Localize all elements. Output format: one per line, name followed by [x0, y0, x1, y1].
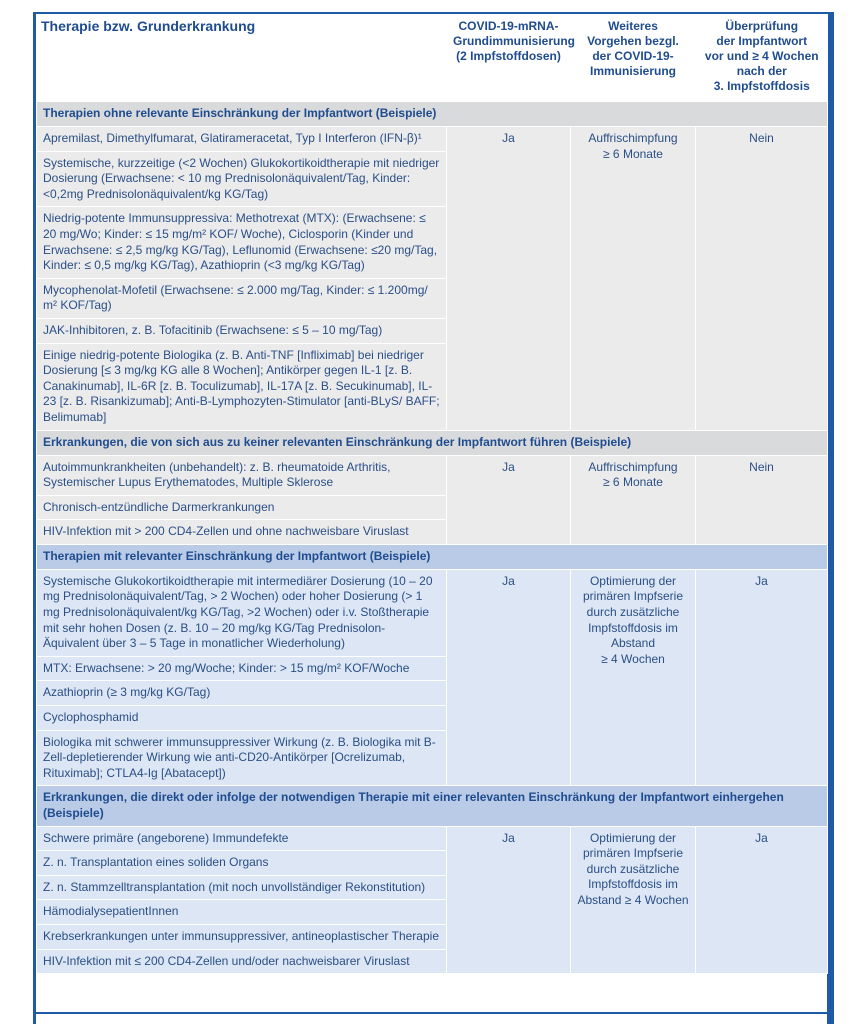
weiteres-vorgehen-value	[571, 127, 696, 431]
row-description: Systemische Glukokortikoidtherapie mit intermediärer Dosierung (10 – 20 mg Prednisolonäquivalent/Tag, > 2 Wochen) oder hoher Dosierung (> 1 mg Prednisolonäquivalent/kg KG/Tag, >2 Wochen) oder i.v. Stoßtherapie mit sehr hohen Dosen (z. B. 10 – 20 mg/kg KG/Tag Prednisolon-Äquivalent über 3 – 5 Tage in monatlicher Wiederholung)	[37, 569, 447, 656]
row-description: HIV-Infektion mit > 200 CD4-Zellen und ohne nachweisbare Viruslast	[37, 520, 447, 545]
table-row	[37, 826, 828, 851]
row-description: Systemische, kurzzeitige (<2 Wochen) Glukokortikoidtherapie mit niedriger Dosierung (Erwachsene: < 10 mg Prednisolonäquivalent/Tag, Kinder: <0,2mg Prednisolonäquivalent/kg KG/Tag)	[37, 151, 447, 207]
header-text: 3. Impfstoffdosis	[713, 79, 810, 93]
row-description: Azathioprin (≥ 3 mg/kg KG/Tag)	[37, 681, 447, 706]
cell-text: Abstand	[610, 636, 656, 651]
grundimmunisierung-value: Ja	[447, 455, 571, 544]
header-text: Überprüfung	[725, 19, 799, 33]
weiteres-vorgehen-value	[571, 455, 696, 544]
header-row	[37, 15, 828, 102]
row-description: HIV-Infektion mit ≤ 200 CD4-Zellen und/oder nachweisbarer Viruslast	[37, 949, 447, 974]
section-title-row	[37, 430, 828, 455]
table-row	[37, 127, 828, 152]
section-3	[37, 544, 828, 786]
grundimmunisierung-value: Ja	[447, 826, 571, 974]
cell-text: Impfstoffdosis im	[588, 877, 678, 892]
row-description: Niedrig-potente Immunsuppressiva: Methotrexat (MTX): (Erwachsene: ≤ 20 mg/Wo; Kinder: ≤ 15 mg/m² KOF/ Woche), Ciclosporin (Kinder und Erwachsene: ≤ 2,5 mg/kg KG/Tag), Leflunomid (Erwachsene: ≤20 mg/Tag, Kinder: ≤ 0,5 mg/kg KG/Tag), Azathioprin (<3 mg/kg KG/Tag)	[37, 207, 447, 278]
row-description: Mycophenolat-Mofetil (Erwachsene: ≤ 2.000 mg/Tag, Kinder: ≤ 1.200mg/ m² KOF/Tag)	[37, 278, 447, 318]
ueberpruefung-value: Nein	[696, 455, 828, 544]
section-2	[37, 430, 828, 544]
grundimmunisierung-value: Ja	[447, 127, 571, 431]
header-text: vor und ≥ 4 Wochen	[704, 49, 819, 63]
header-grundimmunisierung	[447, 15, 576, 102]
table-row	[37, 455, 828, 495]
header-text: Grundimmunisierung	[453, 34, 576, 48]
row-description: Apremilast, Dimethylfumarat, Glatirameracetat, Typ I Interferon (IFN-β)¹	[37, 127, 447, 152]
cell-text: Optimierung der	[589, 830, 677, 845]
cell-text: primären Impfserie	[582, 589, 684, 604]
cell-text: Optimierung der	[589, 573, 677, 588]
cell-text: ≥ 6 Monate	[603, 475, 663, 490]
section-title: Erkrankungen, die von sich aus zu keiner relevanten Einschränkung der Impfantwort führen (Beispiele)	[37, 430, 828, 455]
cell-text: ≥ 4 Wochen	[601, 651, 665, 666]
cell-text: durch zusätzliche	[586, 861, 680, 876]
cell-text: Abstand ≥ 4 Wochen	[577, 892, 689, 907]
section-title-row	[37, 544, 828, 569]
cell-text: Auffrischimpfung	[588, 131, 678, 145]
ueberpruefung-value: Ja	[696, 826, 828, 974]
bottom-border	[33, 1012, 834, 1014]
header-ueberpruefung	[696, 15, 828, 102]
section-title-row	[37, 102, 828, 127]
ueberpruefung-value: Nein	[696, 127, 828, 431]
header-weiteres-vorgehen	[571, 15, 696, 102]
weiteres-vorgehen-value	[571, 826, 696, 974]
row-description: Schwere primäre (angeborene) Immundefekte	[37, 826, 447, 851]
therapy-table	[36, 14, 828, 974]
row-description: JAK-Inhibitoren, z. B. Tofacitinib (Erwachsene: ≤ 5 – 10 mg/Tag)	[37, 318, 447, 343]
ueberpruefung-value: Ja	[696, 569, 828, 786]
row-description: Krebserkrankungen unter immunsuppressiver, antineoplastischer Therapie	[37, 924, 447, 949]
header-text: COVID-19-mRNA-	[458, 19, 559, 33]
row-description: Autoimmunkrankheiten (unbehandelt): z. B. rheumatoide Arthritis, Systemischer Lupus Erythematodes, Multiple Sklerose	[37, 455, 447, 495]
table-row	[37, 569, 828, 656]
row-description: HämodialysepatientInnen	[37, 900, 447, 925]
header-text: Vorgehen bezgl.	[587, 34, 679, 48]
section-title: Therapien ohne relevante Einschränkung der Impfantwort (Beispiele)	[37, 102, 828, 127]
header-text: der Impfantwort	[716, 34, 808, 48]
header-text: (2 Impfstoffdosen)	[456, 49, 561, 63]
weiteres-vorgehen-value	[571, 569, 696, 786]
row-description: Z. n. Transplantation eines soliden Organs	[37, 851, 447, 876]
cell-text: Auffrischimpfung	[588, 459, 678, 474]
grundimmunisierung-value: Ja	[447, 569, 571, 786]
cell-text: primären Impfserie	[582, 846, 684, 861]
header-text: Immunisierung	[589, 64, 676, 78]
header-text: Weiteres	[608, 19, 658, 33]
cell-text: durch zusätzliche	[586, 605, 680, 620]
row-description: Einige niedrig-potente Biologika (z. B. Anti-TNF [Infliximab] bei niedriger Dosierung [≤ 3 mg/kg KG alle 8 Wochen]; Antikörper gegen IL-1 [z. B. Canakinumab], IL-6R [z. B. Toculizumab], IL-17A [z. B. Secukinumab], IL-23 [z. B. Risankizumab]; Anti-B-Lymphozyten-Stimulator [anti-BLyS/ BAFF; Belimumab]	[37, 343, 447, 430]
cell-text: ≥ 6 Monate	[603, 146, 663, 161]
section-4	[37, 786, 828, 974]
section-title: Therapien mit relevanter Einschränkung der Impfantwort (Beispiele)	[37, 544, 828, 569]
row-description: Chronisch-entzündliche Darmerkrankungen	[37, 495, 447, 520]
row-description: Z. n. Stammzelltransplantation (mit noch unvollständiger Rekonstitution)	[37, 875, 447, 900]
right-border	[827, 12, 834, 1024]
header-text: nach der	[736, 64, 787, 78]
section-1	[37, 102, 828, 431]
header-therapy: Therapie bzw. Grunderkrankung	[37, 15, 447, 102]
section-title: Erkrankungen, die direkt oder infolge der notwendigen Therapie mit einer relevanten Einschränkung der Impfantwort einhergehen (Beispiele)	[37, 786, 828, 826]
row-description: Biologika mit schwerer immunsuppressiver Wirkung (z. B. Biologika mit B-Zell-depletierender Wirkung wie anti-CD20-Antikörper [Ocrelizumab, Rituximab]; CTLA4-Ig [Abatacept])	[37, 730, 447, 786]
row-description: MTX: Erwachsene: > 20 mg/Woche; Kinder: > 15 mg/m² KOF/Woche	[37, 656, 447, 681]
section-title-row	[37, 786, 828, 826]
cell-text: Impfstoffdosis im	[588, 620, 678, 635]
header-text: der COVID-19-	[592, 49, 674, 63]
row-description: Cyclophosphamid	[37, 706, 447, 731]
